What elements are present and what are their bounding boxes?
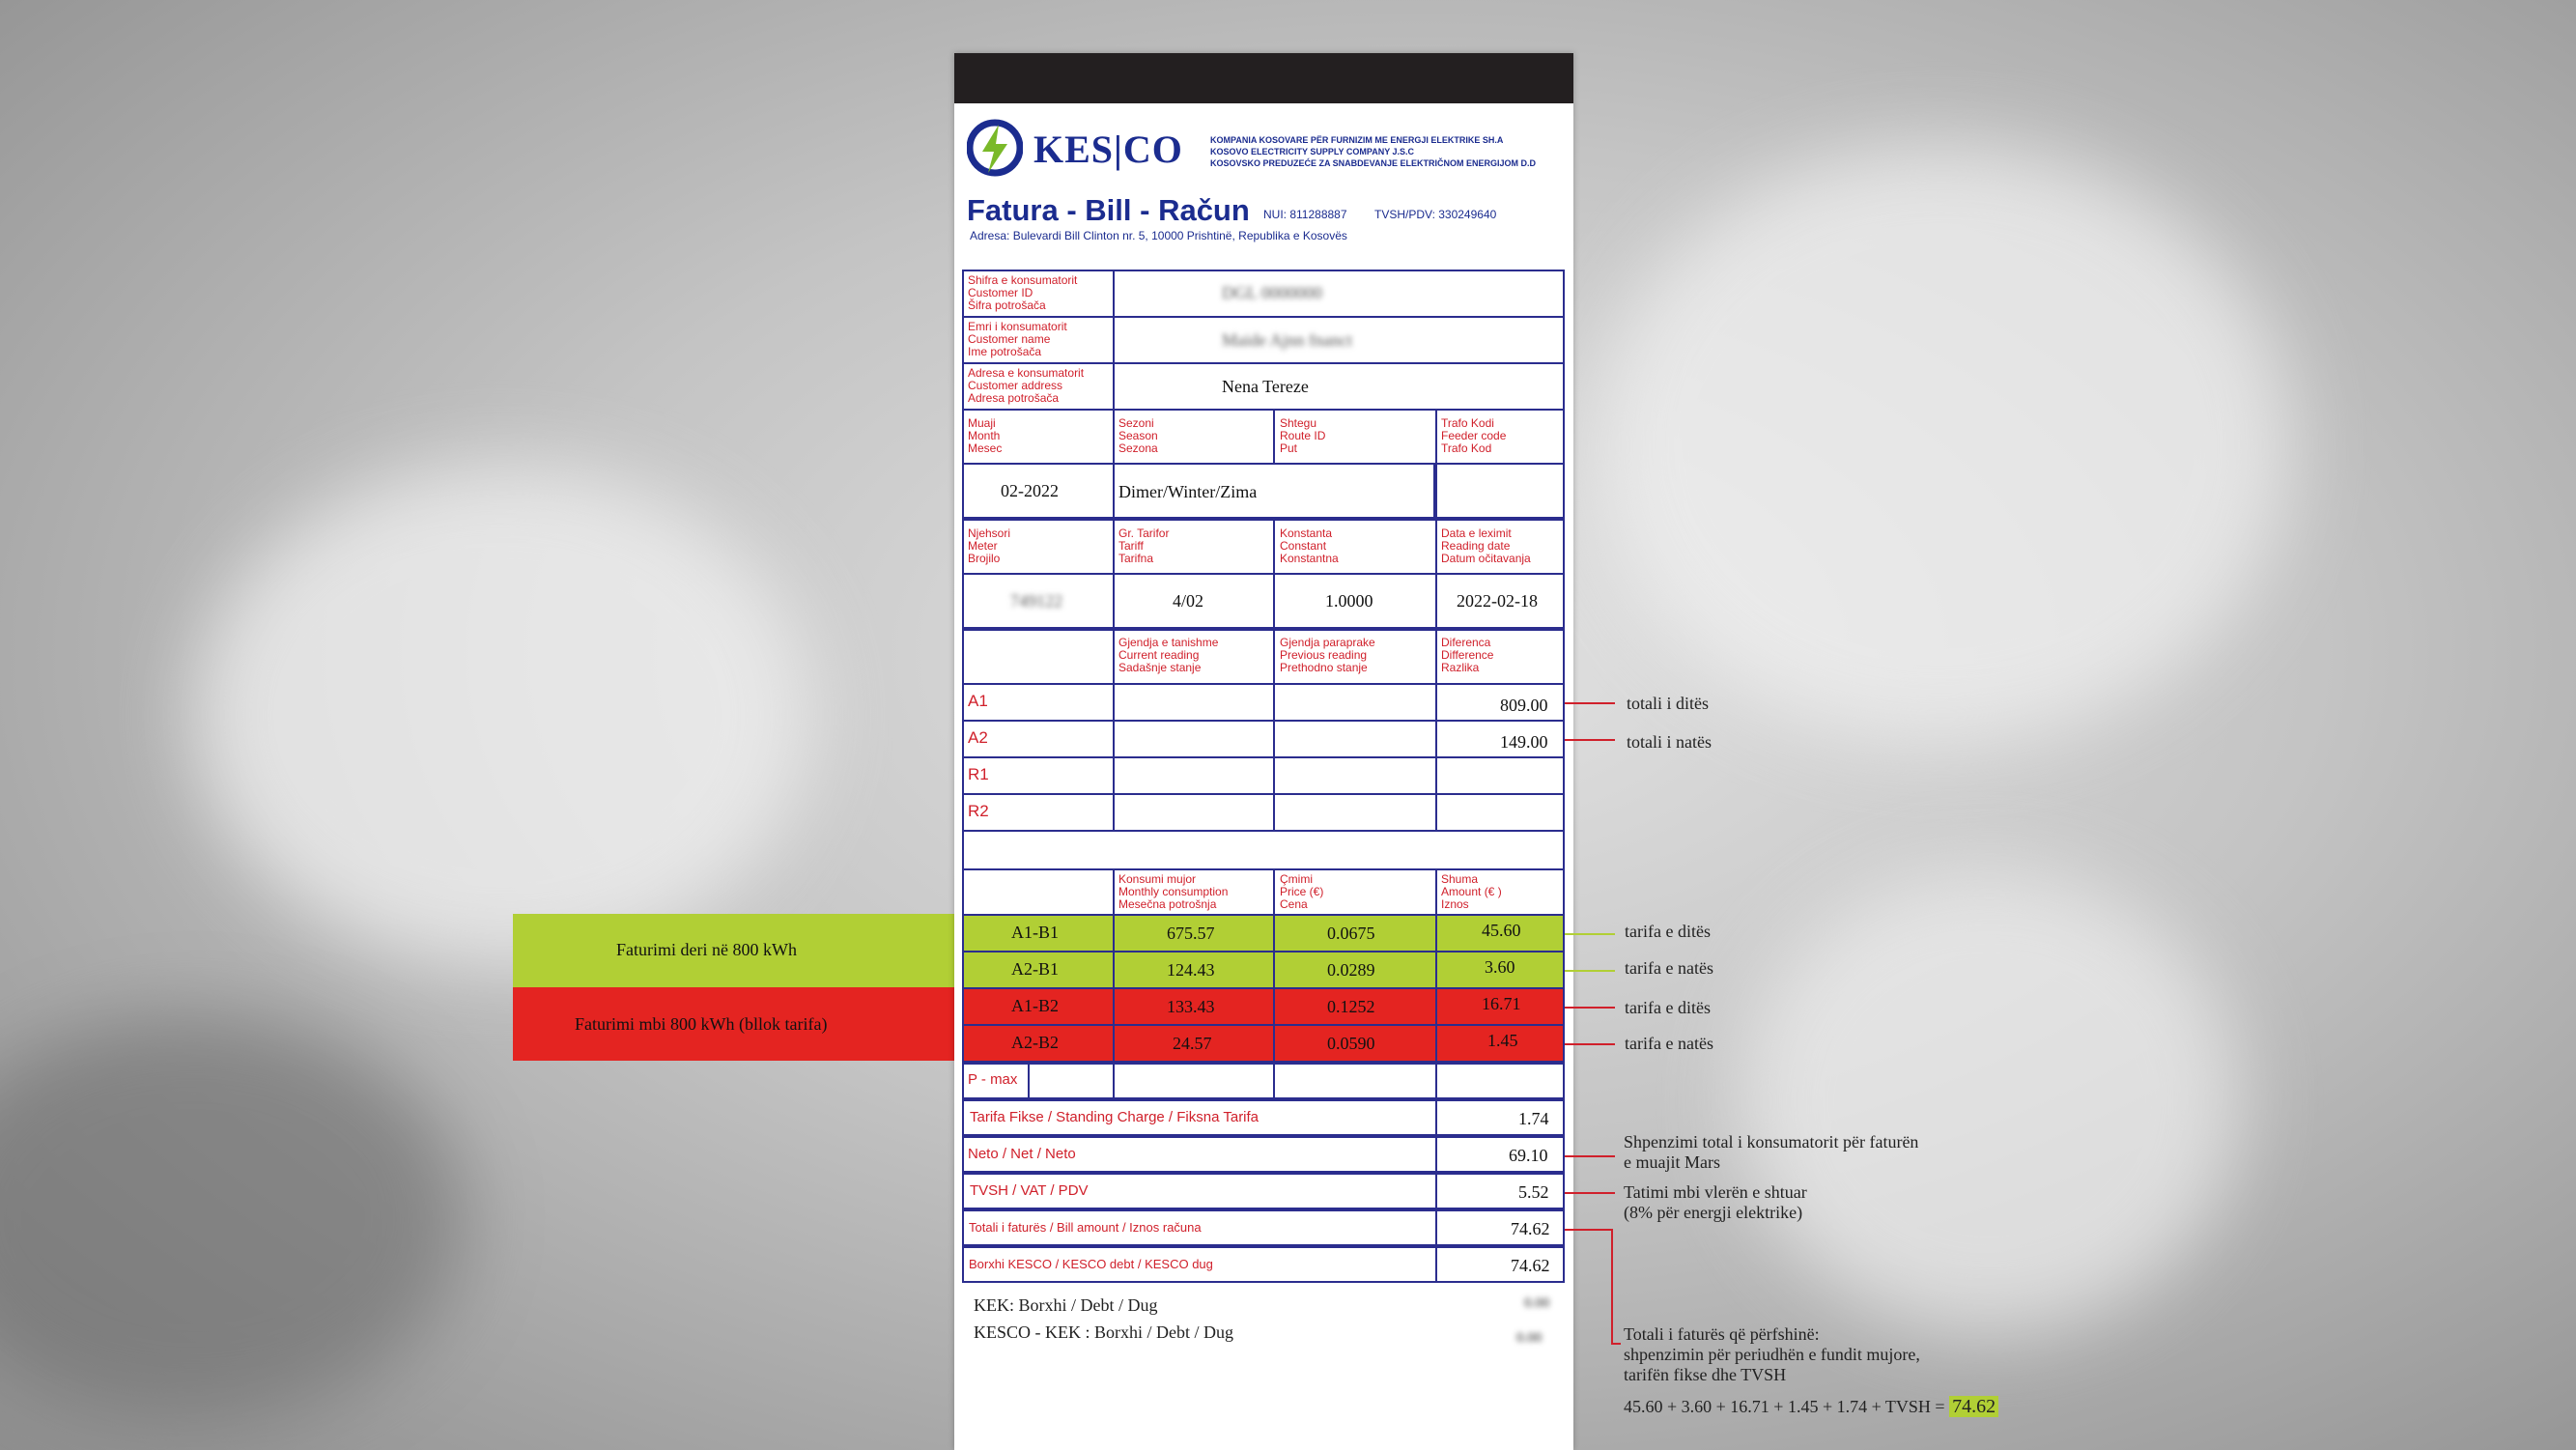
annotation-total-line3: tarifën fikse dhe TVSH	[1624, 1365, 1787, 1384]
debt-value: 74.62	[1511, 1256, 1550, 1275]
formula-text: 45.60 + 3.60 + 16.71 + 1.45 + 1.74 + TVSH =	[1624, 1397, 1945, 1416]
standing-charge-label: Tarifa Fikse / Standing Charge / Fiksna Tarifa	[970, 1109, 1260, 1125]
reading-row-r1	[1273, 756, 1437, 795]
monthly-consumption-label: Konsumi mujor Monthly consumption Mesečna potrošnja	[1118, 872, 1229, 911]
block-a1-b2: A1-B2	[1011, 996, 1059, 1015]
date-value: 2022-02-18	[1457, 591, 1538, 611]
block-a2-b1: A2-B1	[1011, 959, 1059, 979]
company-address: Adresa: Bulevardi Bill Clinton nr. 5, 10000 Prishtinë, Republika e Kosovës	[970, 229, 1347, 242]
date-label: Data e leximit Reading date Datum očitavanja	[1441, 526, 1531, 565]
red-band-label: Faturimi mbi 800 kWh (bllok tarifa)	[575, 1014, 828, 1034]
connector-day-tariff-2	[1565, 1007, 1615, 1009]
feeder-label: Trafo Kodi Feeder code Trafo Kod	[1441, 416, 1507, 455]
customer-name-label: Emri i konsumatorit Customer name Ime potrošača	[968, 320, 1067, 358]
tariff-label: Gr. Tarifor Tariff Tarifna	[1118, 526, 1170, 565]
spacer-row	[962, 830, 1565, 870]
block-a1-b1: A1-B1	[1011, 923, 1059, 942]
reading-row-r1	[1113, 756, 1275, 795]
kek-debt-label: KEK: Borxhi / Debt / Dug	[974, 1295, 1158, 1315]
month-label: Muaji Month Mesec	[968, 416, 1003, 455]
annotation-day-total: totali i ditës	[1627, 694, 1709, 713]
bill-total-value: 74.62	[1511, 1219, 1550, 1238]
reading-a2-label: A2	[968, 728, 988, 747]
meter-value: 749122	[1010, 591, 1062, 611]
bill-top-bar	[954, 53, 1573, 103]
annotation-day-tariff-2: tarifa e ditës	[1625, 998, 1711, 1017]
reading-r1-label: R1	[968, 765, 989, 783]
company-line-sr: KOSOVSKO PREDUZEĆE ZA SNABDEVANJE ELEKTRIČNOM ENERGIJOM D.D	[1210, 158, 1537, 168]
bill-total-label: Totali i faturës / Bill amount / Iznos računa	[969, 1220, 1202, 1235]
reading-a1-label: A1	[968, 692, 988, 710]
net-value: 69.10	[1509, 1146, 1548, 1165]
season-value: Dimer/Winter/Zima	[1118, 482, 1258, 501]
difference-label: Diferenca Difference Razlika	[1441, 636, 1494, 674]
consumption-corner-cell	[962, 868, 1115, 916]
connector-total-vertical	[1611, 1229, 1613, 1345]
reading-row-r2	[1435, 793, 1565, 832]
background-blob	[1739, 869, 2241, 1333]
kesco-logo-icon	[967, 117, 1023, 179]
pmax-row	[1113, 1063, 1275, 1099]
annotation-night-tariff-1: tarifa e natës	[1625, 958, 1713, 978]
debt-label: Borxhi KESCO / KESCO debt / KESCO dug	[969, 1257, 1213, 1271]
amount-a2-b1: 3.60	[1485, 957, 1515, 977]
price-a2-b1: 0.0289	[1327, 960, 1375, 980]
amount-a1-b2: 16.71	[1482, 994, 1521, 1013]
amount-a2-b2: 1.45	[1487, 1031, 1518, 1050]
reading-row-a1	[1113, 683, 1275, 722]
kwh-a1-b2: 133.43	[1167, 997, 1215, 1016]
background-blob	[1594, 145, 2289, 744]
annotation-day-tariff-1: tarifa e ditës	[1625, 922, 1711, 941]
annotation-vat-line1: Tatimi mbi vlerën e shtuar	[1624, 1182, 1807, 1202]
net-label: Neto / Net / Neto	[968, 1146, 1076, 1162]
customer-address-label: Adresa e konsumatorit Customer address Adresa potrošača	[968, 366, 1085, 405]
pmax-label: P - max	[968, 1071, 1018, 1088]
reading-row-r2	[1273, 793, 1437, 832]
price-a2-b2: 0.0590	[1327, 1034, 1375, 1053]
customer-address-value-cell	[1113, 362, 1565, 411]
price-a1-b2: 0.1252	[1327, 997, 1375, 1016]
reading-row-a2	[1273, 720, 1437, 758]
kwh-a1-b1: 675.57	[1167, 924, 1215, 943]
annotation-net-line2: e muajit Mars	[1624, 1152, 1720, 1172]
connector-night-tariff-1	[1565, 970, 1615, 972]
readings-corner-cell	[962, 629, 1115, 685]
customer-address-value: Nena Tereze	[1222, 377, 1309, 396]
kwh-a2-b1: 124.43	[1167, 960, 1215, 980]
company-names	[1210, 134, 1536, 169]
reading-row-a2	[1113, 720, 1275, 758]
pmax-row	[1028, 1063, 1115, 1099]
kesco-kek-debt-value: 0.00	[1516, 1330, 1543, 1346]
customer-name-value: Maide Ajnn fnanct	[1222, 330, 1352, 350]
kek-debt-value: 0.00	[1524, 1295, 1550, 1311]
page-title: Fatura - Bill - Račun	[967, 193, 1250, 227]
amount-label: Shuma Amount (€ ) Iznos	[1441, 872, 1502, 911]
reading-a1-diff: 809.00	[1500, 696, 1548, 715]
vat-number: TVSH/PDV: 330249640	[1374, 208, 1497, 221]
constant-value: 1.0000	[1325, 591, 1373, 611]
company-line-sq: KOMPANIA KOSOVARE PËR FURNIZIM ME ENERGJI ELEKTRIKE SH.A	[1210, 135, 1504, 145]
connector-total-bottom	[1611, 1343, 1621, 1345]
pmax-row	[1435, 1063, 1565, 1099]
connector-night-tariff-2	[1565, 1043, 1615, 1045]
kwh-a2-b2: 24.57	[1173, 1034, 1212, 1053]
current-reading-label: Gjendja e tanishme Current reading Sadašnje stanje	[1118, 636, 1219, 674]
annotation-formula	[1624, 1396, 1998, 1417]
reading-row-r2	[1113, 793, 1275, 832]
amount-a1-b1: 45.60	[1482, 921, 1521, 940]
connector-total	[1565, 1229, 1613, 1231]
annotation-total-line2: shpenzimin për periudhën e fundit mujore,	[1624, 1345, 1920, 1364]
annotation-night-tariff-2: tarifa e natës	[1625, 1034, 1713, 1053]
reading-row-r1	[1435, 756, 1565, 795]
customer-id-value: DGL 0000000	[1222, 283, 1322, 302]
reading-r2-label: R2	[968, 802, 989, 820]
nui-number: NUI: 811288887	[1263, 208, 1347, 221]
price-a1-b1: 0.0675	[1327, 924, 1375, 943]
company-line-en: KOSOVO ELECTRICITY SUPPLY COMPANY J.S.C	[1210, 147, 1415, 156]
vat-value: 5.52	[1518, 1182, 1549, 1202]
meter-label: Njehsori Meter Brojilo	[968, 526, 1011, 565]
annotation-night-total: totali i natës	[1627, 732, 1712, 752]
customer-id-value-cell	[1113, 270, 1565, 318]
standing-charge-value: 1.74	[1518, 1109, 1549, 1128]
connector-night-total	[1565, 739, 1615, 741]
annotation-total-line1: Totali i faturës që përfshinë:	[1624, 1324, 1820, 1344]
green-band-label: Faturimi deri në 800 kWh	[616, 940, 797, 959]
connector-day-tariff-1	[1565, 933, 1615, 935]
route-label: Shtegu Route ID Put	[1280, 416, 1326, 455]
previous-reading-label: Gjendja paraprake Previous reading Prethodno stanje	[1280, 636, 1375, 674]
connector-net	[1565, 1155, 1615, 1157]
formula-result: 74.62	[1949, 1396, 1998, 1417]
connector-day-total	[1565, 702, 1615, 704]
vat-label: TVSH / VAT / PDV	[970, 1182, 1089, 1199]
season-label: Sezoni Season Sezona	[1118, 416, 1158, 455]
annotation-vat-line2: (8% për energji elektrike)	[1624, 1203, 1803, 1222]
feeder-value-cell	[1435, 463, 1565, 519]
month-value: 02-2022	[1001, 481, 1059, 500]
kesco-kek-debt-label: KESCO - KEK : Borxhi / Debt / Dug	[974, 1322, 1233, 1342]
price-label: Çmimi Price (€) Cena	[1280, 872, 1324, 911]
background-blob	[0, 1014, 464, 1420]
tariff-value: 4/02	[1173, 591, 1204, 611]
background-blob	[193, 464, 811, 966]
annotation-net-line1: Shpenzimi total i konsumatorit për faturën	[1624, 1132, 1919, 1151]
block-a2-b2: A2-B2	[1011, 1033, 1059, 1052]
constant-label: Konstanta Constant Konstantna	[1280, 526, 1339, 565]
reading-row-a1	[1273, 683, 1437, 722]
pmax-row	[1273, 1063, 1437, 1099]
reading-a2-diff: 149.00	[1500, 732, 1548, 752]
logo-text: KES|CO	[1033, 128, 1183, 171]
connector-vat	[1565, 1192, 1615, 1194]
customer-id-label: Shifra e konsumatorit Customer ID Šifra potrošača	[968, 273, 1078, 312]
